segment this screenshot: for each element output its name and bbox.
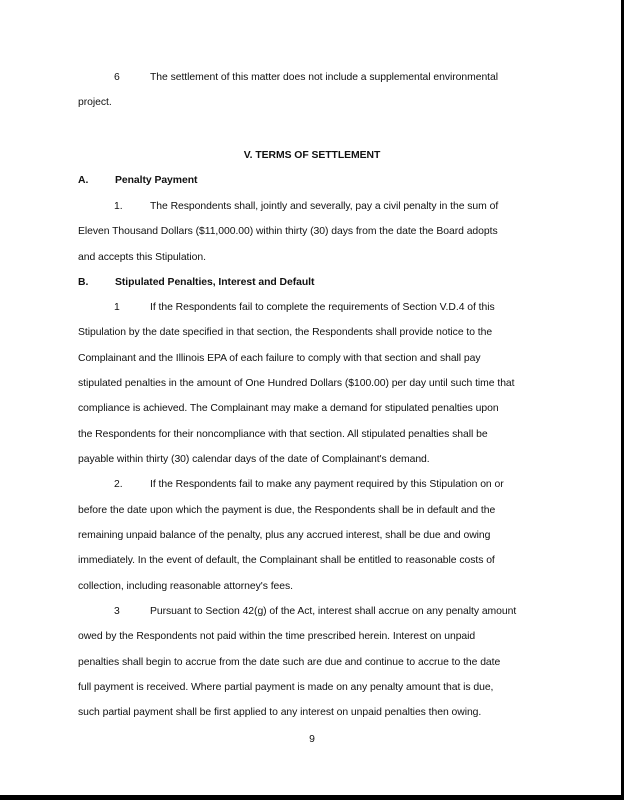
- b2-text-1: If the Respondents fail to make any payment required by this Stipulation on or: [150, 479, 504, 490]
- para6-line-1: [114, 71, 498, 85]
- b1-text-1: If the Respondents fail to complete the requirements of Section V.D.4 of this: [150, 302, 495, 313]
- section-title: V. TERMS OF SETTLEMENT: [243, 150, 381, 161]
- section-a-title: Penalty Payment: [115, 175, 198, 186]
- b2-number: 2.: [114, 479, 123, 490]
- b1-number: 1: [114, 302, 120, 313]
- page-number: 9: [309, 734, 315, 745]
- b2-line-3: remaining unpaid balance of the penalty, plus any accrued interest, shall be due and owing: [78, 530, 491, 541]
- b3-text-1: Pursuant to Section 42(g) of the Act, interest shall accrue on any penalty amount: [150, 606, 517, 617]
- a1-line-3: and accepts this Stipulation.: [78, 252, 206, 263]
- section-b-title: Stipulated Penalties, Interest and Default: [115, 277, 315, 288]
- para6-number: 6: [114, 72, 120, 83]
- b1-line-6: the Respondents for their noncompliance with that section. All stipulated penalties shall be: [78, 429, 488, 440]
- section-a-heading: [78, 174, 197, 188]
- para6-text-1: The settlement of this matter does not include a supplemental environmental: [150, 72, 498, 83]
- b1-line-5: compliance is achieved. The Complainant may make a demand for stipulated penalties upon: [78, 403, 499, 414]
- b1-line-7: payable within thirty (30) calendar days of the date of Complainant's demand.: [78, 454, 430, 465]
- a1-text-1: The Respondents shall, jointly and severally, pay a civil penalty in the sum of: [150, 201, 499, 212]
- b2-line-1: [114, 478, 504, 492]
- section-b-letter: B.: [78, 277, 89, 288]
- b3-number: 3: [114, 606, 120, 617]
- b3-line-5: such partial payment shall be first applied to any interest on unpaid penalties then owing.: [78, 707, 482, 718]
- a1-number: 1.: [114, 201, 123, 212]
- b3-line-1: [114, 605, 516, 619]
- section-a-letter: A.: [78, 175, 89, 186]
- b1-line-4: stipulated penalties in the amount of One Hundred Dollars ($100.00) per day until such time that: [78, 378, 515, 389]
- para6-line-2: project.: [78, 97, 112, 108]
- a1-line-1: [114, 200, 498, 214]
- b1-line-3: Complainant and the Illinois EPA of each failure to comply with that section and shall pay: [78, 353, 481, 364]
- b1-line-2: Stipulation by the date specified in that section, the Respondents shall provide notice to the: [78, 327, 493, 338]
- b1-line-1: [114, 301, 495, 315]
- section-b-heading: [78, 276, 314, 290]
- b3-line-3: penalties shall begin to accrue from the date such are due and continue to accrue to the date: [78, 657, 501, 668]
- b3-line-4: full payment is received. Where partial payment is made on any penalty amount that is due,: [78, 682, 494, 693]
- b3-line-2: owed by the Respondents not paid within the time prescribed herein. Interest on unpaid: [78, 631, 476, 642]
- b2-line-5: collection, including reasonable attorney's fees.: [78, 581, 293, 592]
- a1-line-2: Eleven Thousand Dollars ($11,000.00) within thirty (30) days from the date the Board adopts: [78, 226, 498, 237]
- scan-border-bottom: [0, 795, 624, 800]
- b2-line-2: before the date upon which the payment is due, the Respondents shall be in default and the: [78, 505, 496, 516]
- b2-line-4: immediately. In the event of default, the Complainant shall be entitled to reasonable costs of: [78, 555, 495, 566]
